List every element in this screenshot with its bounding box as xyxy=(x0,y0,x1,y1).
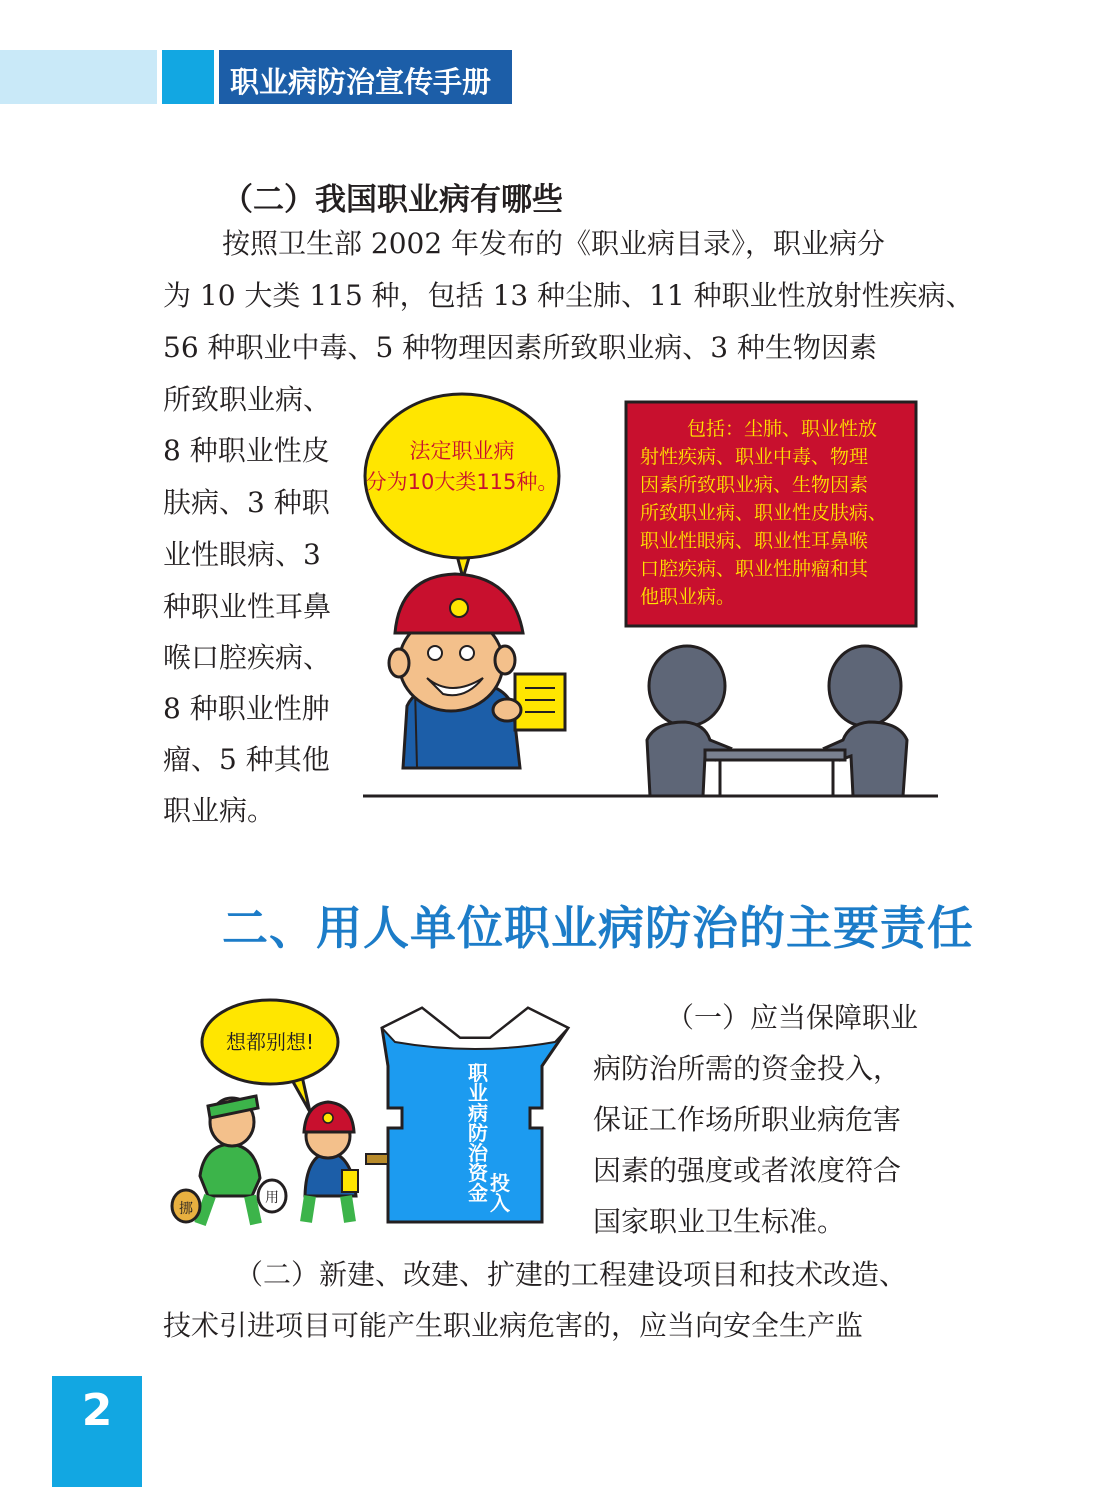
fund-char: 治 xyxy=(468,1141,488,1165)
page-number: 2 xyxy=(81,1385,113,1436)
worker-figure xyxy=(389,574,565,768)
right-column-line: 国家职业卫生标准。 xyxy=(593,1205,846,1238)
column-line: 8 种职业性皮 xyxy=(163,434,330,467)
right-column-line: （一）应当保障职业 xyxy=(666,1001,919,1034)
fund-char: 入 xyxy=(490,1191,510,1215)
board-line: 口腔疾病、职业性肿瘤和其 xyxy=(640,558,869,580)
header-accent-band xyxy=(162,50,214,104)
paragraph-line: 按照卫生部 2002 年发布的《职业病目录》，职业病分 xyxy=(222,227,886,260)
column-line: 瘤、5 种其他 xyxy=(163,743,330,776)
fund-char: 防 xyxy=(468,1121,488,1145)
speech-bubble xyxy=(202,1000,338,1112)
chapter-heading: 二、用人单位职业病防治的主要责任 xyxy=(222,901,974,955)
column-line: 8 种职业性肿 xyxy=(163,692,330,725)
paragraph-line: （二）新建、改建、扩建的工程建设项目和技术改造、 xyxy=(235,1258,908,1291)
column-line: 业性眼病、3 xyxy=(163,538,321,571)
bucket-label: 挪 xyxy=(179,1201,193,1217)
board-line: 所致职业病、职业性皮肤病、 xyxy=(640,502,888,524)
fund-char: 资 xyxy=(468,1161,488,1185)
board-line: 包括：尘肺、职业性放 xyxy=(687,418,878,440)
fund-char: 职 xyxy=(468,1061,488,1085)
fund-barrel xyxy=(366,1008,568,1222)
paragraph-line: 56 种职业中毒、5 种物理因素所致职业病、3 种生物因素 xyxy=(163,331,877,364)
bubble-line: 法定职业病 xyxy=(409,439,515,463)
fund-char: 金 xyxy=(468,1181,488,1205)
inspector-figure xyxy=(304,1102,358,1222)
illustration-worker-board xyxy=(355,388,945,803)
fund-char: 投 xyxy=(490,1171,510,1195)
board-line: 射性疾病、职业中毒、物理 xyxy=(640,446,869,468)
column-line: 喉口腔疾病、 xyxy=(163,641,332,674)
board-line: 他职业病。 xyxy=(640,586,736,608)
section-title: （二）我国职业病有哪些 xyxy=(222,182,563,218)
right-column-line: 因素的强度或者浓度符合 xyxy=(593,1154,902,1187)
paragraph-line: 为 10 大类 115 种，包括 13 种尘肺、11 种职业性放射性疾病、 xyxy=(163,279,974,312)
column-line: 所致职业病、 xyxy=(163,383,332,416)
illustration-fund-barrel xyxy=(160,996,575,1231)
board-line: 因素所致职业病、生物因素 xyxy=(640,474,869,496)
column-line: 种职业性耳鼻 xyxy=(163,590,332,623)
header-light-band xyxy=(0,50,157,104)
speech-bubble xyxy=(365,394,559,578)
tap-icon xyxy=(366,1154,388,1164)
seated-people-silhouettes xyxy=(647,646,907,796)
right-column-line: 病防治所需的资金投入， xyxy=(593,1052,902,1085)
header-title: 职业病防治宣传手册 xyxy=(230,65,492,99)
board-line: 职业性眼病、职业性耳鼻喉 xyxy=(640,530,869,552)
paragraph-line: 技术引进项目可能产生职业病危害的，应当向安全生产监 xyxy=(163,1309,864,1342)
column-line: 职业病。 xyxy=(163,794,276,827)
bubble-line: 分为10大类115种。 xyxy=(365,470,559,494)
column-line: 肤病、3 种职 xyxy=(163,486,330,519)
info-board xyxy=(626,402,916,626)
man-with-buckets xyxy=(172,1096,286,1224)
bubble-text: 想都别想! xyxy=(225,1030,315,1054)
fund-char: 病 xyxy=(468,1101,488,1125)
fund-char: 业 xyxy=(468,1081,488,1105)
bucket-label: 用 xyxy=(265,1190,279,1206)
right-column-line: 保证工作场所职业病危害 xyxy=(593,1103,902,1136)
